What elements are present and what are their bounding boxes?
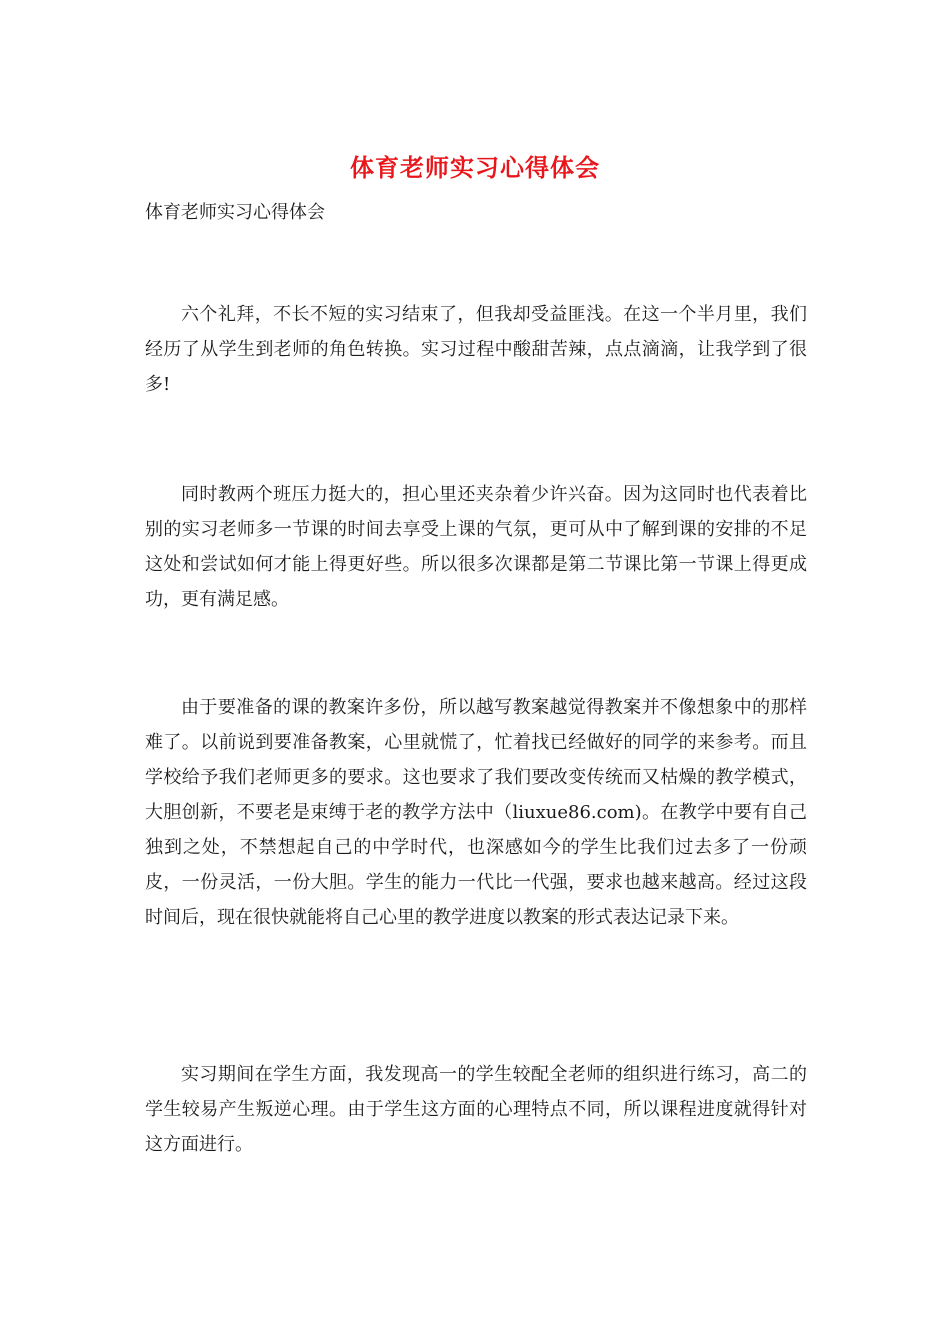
document-title: 体育老师实习心得体会	[350, 153, 600, 182]
document-subtitle: 体育老师实习心得体会	[145, 202, 325, 223]
paragraph: 实习期间在学生方面，我发现高一的学生较配全老师的组织进行练习，高二的学生较易产生叛逆心理。由于学生这方面的心理特点不同，所以课程进度就得针对这方面进行。	[145, 1064, 807, 1155]
paragraph: 六个礼拜，不长不短的实习结束了，但我却受益匪浅。在这一个半月里，我们经历了从学生到老师的角色转换。实习过程中酸甜苦辣，点点滴滴，让我学到了很多!	[145, 304, 807, 395]
paragraph: 由于要准备的课的教案许多份，所以越写教案越觉得教案并不像想象中的那样难了。以前说到要准备教案，心里就慌了，忙着找已经做好的同学的来参考。而且学校给予我们老师更多的要求。这也要求了我们要改变传统而又枯燥的教学模式，大胆创新，不要老是束缚于老的教学方法中（liuxue86.com)。在教学中要有自己独到之处，不禁想起自己的中学时代，也深感如今的学生比我们过去多了一份顽皮，一份灵活，一份大胆。学生的能力一代比一代强，要求也越来越高。经过这段时间后，现在很快就能将自己心里的教学进度以教案的形式表达记录下来。	[145, 697, 807, 928]
paragraph: 同时教两个班压力挺大的，担心里还夹杂着少许兴奋。因为这同时也代表着比别的实习老师多一节课的时间去享受上课的气氛，更可从中了解到课的安排的不足这处和尝试如何才能上得更好些。所以很多次课都是第二节课比第一节课上得更成功，更有满足感。	[145, 484, 807, 610]
